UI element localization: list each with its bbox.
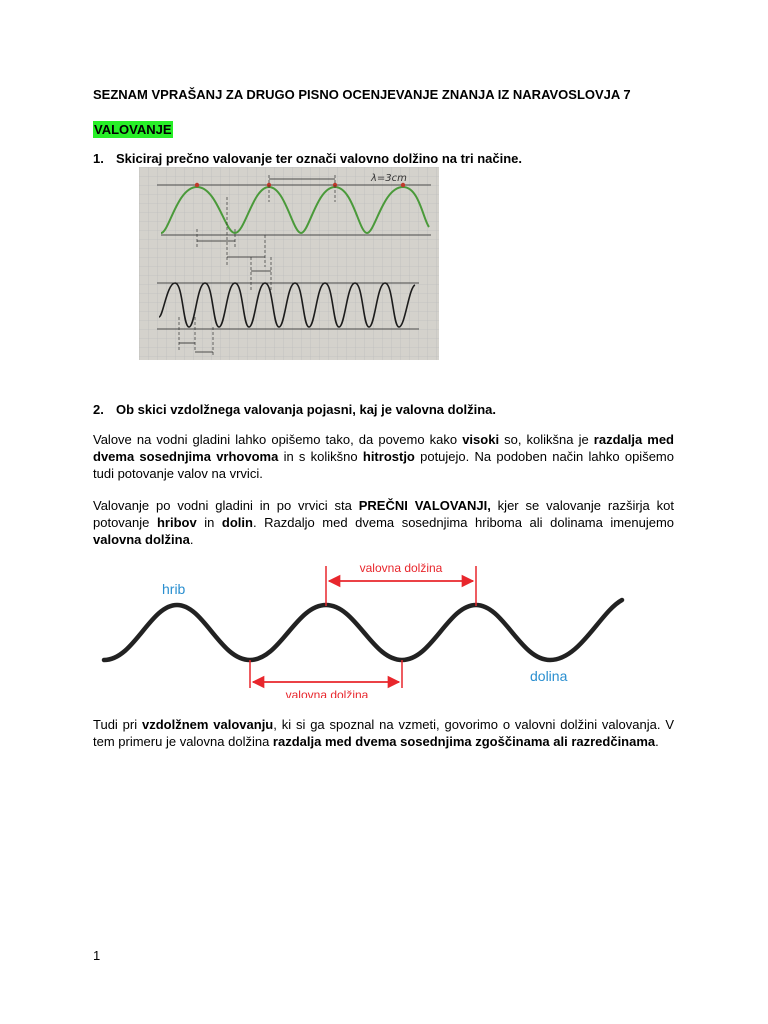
question-1-number: 1.: [93, 151, 104, 166]
wavelength-diagram: [100, 548, 630, 698]
handwritten-wave-photo: [139, 167, 439, 360]
document-title: SEZNAM VPRAŠANJ ZA DRUGO PISNO OCENJEVANJE ZNANJA IZ NARAVOSLOVJA 7: [93, 87, 631, 102]
paragraph-wave-description: Valove na vodni gladini lahko opišemo tako, da povemo kako visoki so, kolikšna je razdalja med dvema sosednjima vrhovoma in s kolikšno hitrostjo potujejo. Na podoben način lahko opišemo tudi potovanje valov na vrvici.: [93, 432, 674, 481]
wave-curve: [104, 600, 622, 660]
hill-label: hrib: [162, 581, 186, 597]
page-number: 1: [93, 948, 101, 963]
wavelength-label-top: valovna dolžina: [359, 561, 443, 575]
svg-text:λ=3cm: λ=3cm: [371, 173, 407, 184]
question-1: [93, 151, 522, 166]
valley-label: dolina: [530, 668, 568, 684]
paragraph-longitudinal-waves: Tudi pri vzdolžnem valovanju, ki si ga spoznal na vzmeti, govorimo o valovni dolžini valovanja. V tem primeru je valovna dolžina razdalja med dvema sosednjima zgoščinama ali razredčinama.: [93, 717, 674, 749]
question-1-text: Skiciraj prečno valovanje ter označi valovno dolžino na tri načine.: [116, 151, 523, 166]
wavelength-label-bottom: valovna dolžina: [285, 688, 369, 698]
question-2-text: Ob skici vzdolžnega valovanja pojasni, kaj je valovna dolžina.: [116, 402, 497, 417]
question-2: [93, 402, 496, 417]
paragraph-transverse-waves: Valovanje po vodni gladini in po vrvici sta PREČNI VALOVANJI, kjer se valovanje razširja kot potovanje hribov in dolin. Razdaljo med dvema sosednjima hriboma ali dolinama imenujemo valovna dolžina.: [93, 498, 675, 547]
section-heading: VALOVANJE: [94, 122, 172, 137]
question-2-number: 2.: [93, 402, 104, 417]
